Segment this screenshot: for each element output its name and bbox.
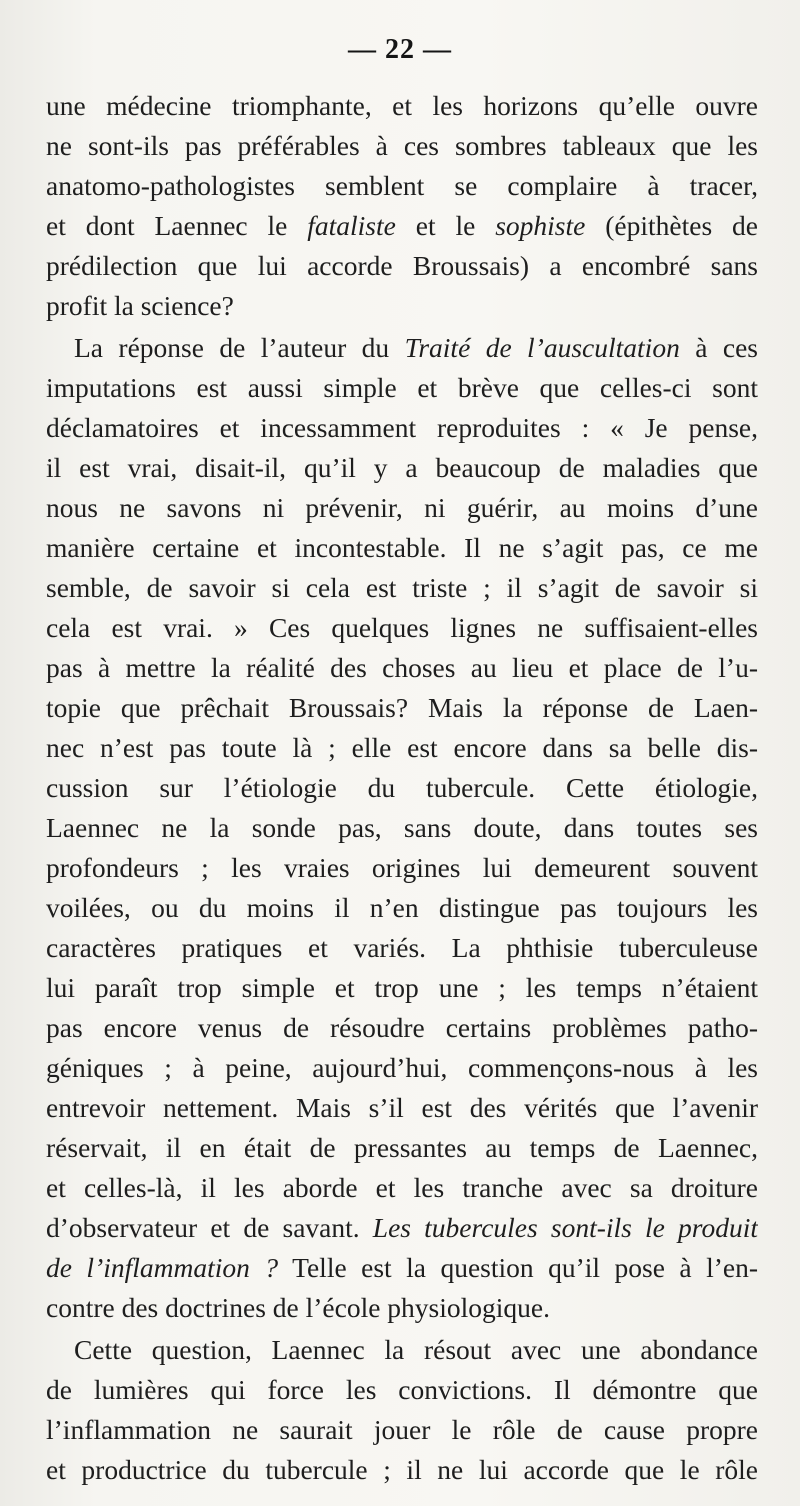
text-line: réservait, il en était de pressantes au temps de Laennec,	[46, 1132, 758, 1163]
text-line: lui paraît trop simple et trop une ; les temps n’étaient	[46, 972, 758, 1003]
text-line: géniques ; à peine, aujourd’hui, commençons-nous à les	[46, 1052, 758, 1083]
page-number: — 22 —	[348, 34, 452, 65]
text-line: il est vrai, disait-il, qu’il y a beaucoup de maladies que	[46, 452, 758, 483]
text-line: pas à mettre la réalité des choses au lieu et place de l’u-	[46, 652, 758, 683]
text-line: de lumières qui force les convictions. Il démontre que	[46, 1374, 758, 1405]
text-line: de l’inflammation ? Telle est la question qu’il pose à l’en-	[46, 1252, 758, 1283]
text-line: imputations est aussi simple et brève que celles-ci sont	[46, 372, 758, 403]
body-text	[46, 86, 758, 1490]
italic-text: Traité de l’auscultation	[404, 332, 680, 363]
text-line: d’observateur et de savant. Les tubercules sont-ils le produit	[46, 1212, 758, 1243]
text-line: et productrice du tubercule ; il ne lui accorde que le rôle	[46, 1454, 758, 1485]
italic-text: fataliste	[307, 210, 396, 241]
paragraph	[46, 1330, 758, 1490]
text-line: topie que prêchait Broussais? Mais la réponse de Laen-	[46, 692, 758, 723]
text-line: entrevoir nettement. Mais s’il est des vérités que l’avenir	[46, 1092, 758, 1123]
text-line: manière certaine et incontestable. Il ne s’agit pas, ce me	[46, 532, 758, 563]
text-line: Cette question, Laennec la résout avec une abondance	[74, 1334, 758, 1365]
text-line: nec n’est pas toute là ; elle est encore dans sa belle dis-	[46, 732, 758, 763]
text-line: nous ne savons ni prévenir, ni guérir, au moins d’une	[46, 492, 758, 523]
text-line: profit la science?	[46, 290, 234, 321]
paragraph	[46, 328, 758, 1328]
text-line: prédilection que lui accorde Broussais) a encombré sans	[46, 250, 758, 281]
text-line: La réponse de l’auteur du Traité de l’auscultation à ces	[74, 332, 758, 363]
text-line: anatomo-pathologistes semblent se complaire à tracer,	[46, 170, 758, 201]
text-line: pas encore venus de résoudre certains problèmes patho-	[46, 1012, 758, 1043]
text-line: et dont Laennec le fataliste et le sophiste (épithètes de	[46, 210, 758, 241]
italic-text: sophiste	[495, 210, 586, 241]
text-line: déclamatoires et incessamment reproduites : « Je pense,	[46, 412, 758, 443]
paragraph	[46, 86, 758, 326]
text-line: et celles-là, il les aborde et les tranche avec sa droiture	[46, 1172, 758, 1203]
italic-text: Les tubercules sont-ils le produit	[372, 1212, 758, 1243]
text-line: contre des doctrines de l’école physiologique.	[46, 1292, 551, 1323]
text-line: cussion sur l’étiologie du tubercule. Cette étiologie,	[46, 772, 758, 803]
text-line: Laennec ne la sonde pas, sans doute, dans toutes ses	[46, 812, 758, 843]
text-line: profondeurs ; les vraies origines lui demeurent souvent	[46, 852, 758, 883]
text-line: voilées, ou du moins il n’en distingue pas toujours les	[46, 892, 758, 923]
italic-text: de l’inflammation ?	[46, 1252, 279, 1283]
text-line: semble, de savoir si cela est triste ; il s’agit de savoir si	[46, 572, 758, 603]
text-line: cela est vrai. » Ces quelques lignes ne suffisaient-elles	[46, 612, 758, 643]
text-line: ne sont-ils pas préférables à ces sombres tableaux que les	[46, 130, 758, 161]
text-line: caractères pratiques et variés. La phthisie tuberculeuse	[46, 932, 758, 963]
text-line: l’inflammation ne saurait jouer le rôle de cause propre	[46, 1414, 758, 1445]
text-line: une médecine triomphante, et les horizons qu’elle ouvre	[46, 90, 758, 121]
